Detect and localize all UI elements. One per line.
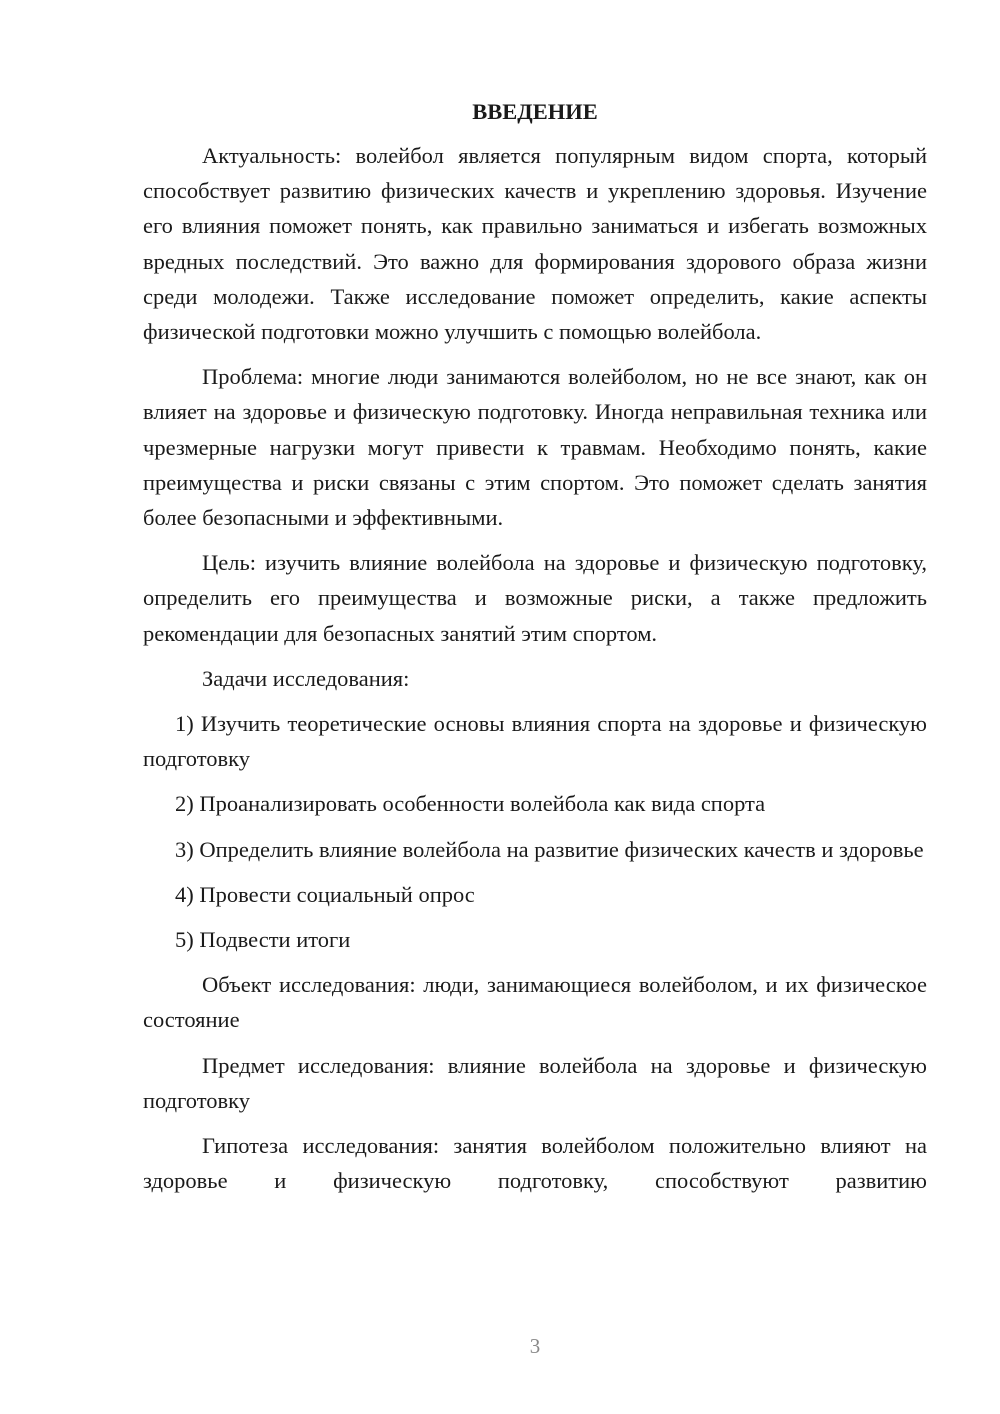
relevance-paragraph: Актуальность: волейбол является популярным видом спорта, который способствует развитию физических качеств и укреплению здоровья. Изучение его влияния поможет понять, как правильно заниматься и избегать возможных вредных последствий. Это важно для формирования здорового образа жизни среди молодежи. Также исследование поможет определить, какие аспекты физической подготовки можно улучшить с помощью волейбола. [143,143,927,345]
page-number: 3 [529,1334,541,1358]
hypothesis-paragraph: Гипотеза исследования: занятия волейболом положительно влияют на здоровье и физическую подготовку, способствуют развитию [143,1133,927,1194]
task-item-3: 3) Определить влияние волейбола на развитие физических качеств и здоровье [175,836,924,862]
problem-paragraph: Проблема: многие люди занимаются волейболом, но не все знают, как он влияет на здоровье и физическую подготовку. Иногда неправильная техника или чрезмерные нагрузки могут привести к травмам. Необходимо понять, какие преимущества и риски связаны с этим спортом. Это поможет сделать занятия более безопасными и эффективными. [143,364,927,531]
task-item-4: 4) Провести социальный опрос [175,881,475,907]
task-item-5: 5) Подвести итоги [175,927,351,953]
goal-paragraph: Цель: изучить влияние волейбола на здоровье и физическую подготовку, определить его преимущества и возможные риски, а также предложить рекомендации для безопасных занятий этим спортом. [143,550,927,646]
tasks-heading: Задачи исследования: [202,665,410,691]
page-title: ВВЕДЕНИЕ [472,99,598,124]
object-paragraph: Объект исследования: люди, занимающиеся волейболом, и их физическое состояние [143,972,927,1033]
page-content [143,96,927,1208]
task-item-2: 2) Проанализировать особенности волейбола как вида спорта [175,791,766,817]
subject-paragraph: Предмет исследования: влияние волейбола на здоровье и физическую подготовку [143,1052,927,1113]
task-item-1: 1) Изучить теоретические основы влияния спорта на здоровье и физическую подготовку [143,711,927,772]
